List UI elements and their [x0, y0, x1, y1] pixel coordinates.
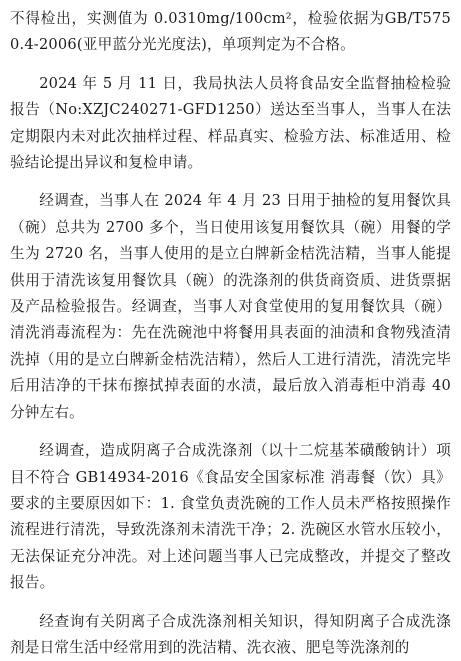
paragraph-gap	[10, 59, 451, 71]
paragraph-investigation-tableware: 经调查，当事人在 2024 年 4 月 23 日用于抽检的复用餐饮具（碗）总共为 2700 多个，当日使用该复用餐饮具（碗）用餐的学生为 2720 名，当事人使用的是立白牌新金桔洗洁精，当事人能提供用于清洗该复用餐饮具（碗）的洗涤剂的供货商资质、进货票据及产品检验报告。经调查，当事人对食堂使用的复用餐饮具（碗）清洗消毒流程为：先在洗碗池中将餐用具表面的油渍和食物残渣清洗掉（用的是立白牌新金桔洗洁精），然后人工进行清洗，清洗完毕后用洁净的干抹布擦拭掉表面的水渍，最后放入消毒柜中消毒 40 分钟左右。	[10, 192, 451, 421]
paragraph-report-delivery: 2024 年 5 月 11 日，我局执法人员将食品安全监督抽检检验报告（No:XZJC240271-GFD1250）送达至当事人，当事人在法定期限内未对此次抽样过程、样品真实、检验方法、标准适用、检验结论提出异议和复检申请。	[10, 74, 451, 172]
paragraph-gap	[10, 176, 451, 188]
paragraph-test-result: 不得检出，实测值为 0.0310mg/100cm²，检验依据为GB/T5750.4-2006(亚甲蓝分光光度法)，单项判定为不合格。	[10, 10, 451, 54]
paragraph-gap	[10, 426, 451, 438]
paragraph-gap	[10, 597, 451, 609]
paragraph-detergent-knowledge: 经查询有关阴离子合成洗涤剂相关知识，得知阴离子合成洗涤剂是日常生活中经常用到的洗洁精、洗衣液、肥皂等洗涤剂的	[10, 612, 451, 656]
paragraph-cause-analysis: 经调查，造成阴离子合成洗涤剂（以十二烷基苯磺酸钠计）项目不符合 GB14934-2016《食品安全国家标准 消毒餐（饮）具》要求的主要原因如下：1. 食堂负责洗碗的工作人员未严格按照操作流程进行清洗，导致洗涤剂未清洗干净；2. 洗碗区水管水压较小，无法保证充分冲洗。对上述问题当事人已完成整改，并提交了整改报告。	[10, 442, 451, 592]
